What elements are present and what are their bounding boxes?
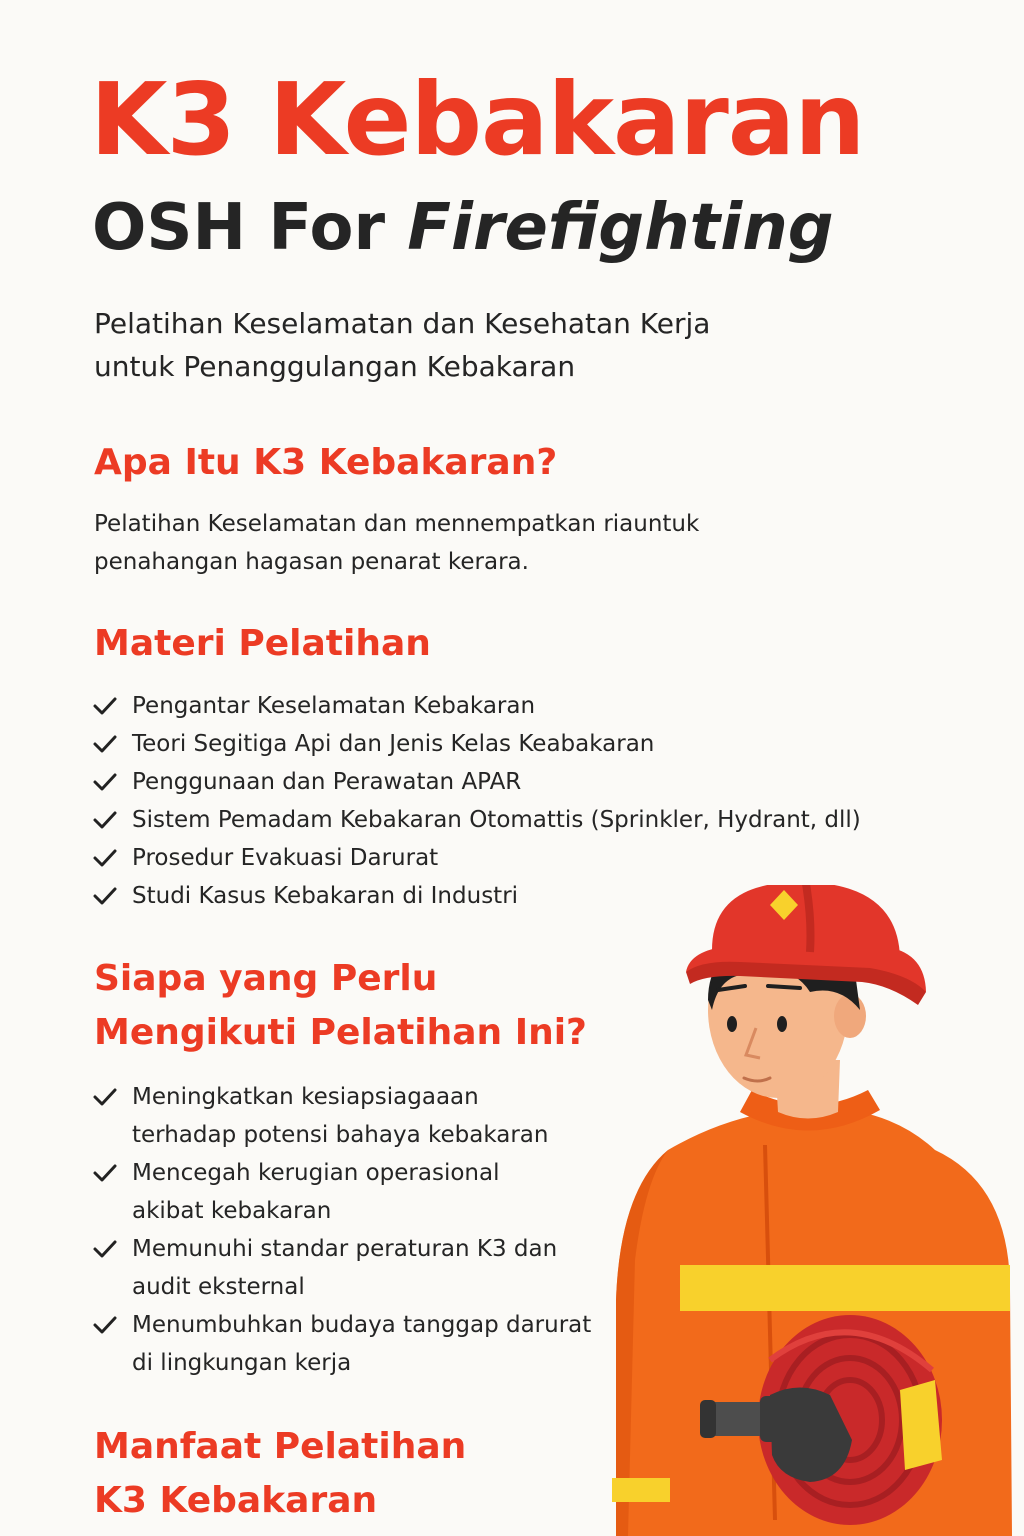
page-subtitle bbox=[92, 188, 834, 268]
list-item-text: terhadap potensi bahaya kebakaran bbox=[132, 1122, 549, 1148]
list-item bbox=[92, 1306, 591, 1382]
firefighter-illustration bbox=[600, 885, 1020, 1536]
heading-line: Mengikuti Pelatihan Ini? bbox=[94, 1012, 587, 1053]
check-icon bbox=[92, 695, 118, 717]
check-icon bbox=[92, 1162, 118, 1184]
list-item-text: akibat kebakaran bbox=[132, 1198, 332, 1224]
check-icon bbox=[92, 771, 118, 793]
list-item-text: Sistem Pemadam Kebakaran Otomattis (Sprinkler, Hydrant, dll) bbox=[132, 807, 861, 833]
reflective-stripe bbox=[680, 1265, 1010, 1311]
list-item bbox=[92, 763, 861, 801]
section-heading-what: Apa Itu K3 Kebakaran? bbox=[94, 442, 558, 483]
list-item bbox=[92, 801, 861, 839]
section-heading-benefit bbox=[94, 1420, 466, 1528]
description-line: Pelatihan Keselamatan dan mennempatkan riauntuk bbox=[94, 511, 700, 537]
check-icon bbox=[92, 1314, 118, 1336]
check-icon bbox=[92, 885, 118, 907]
list-item-text: Prosedur Evakuasi Darurat bbox=[132, 845, 439, 871]
heading-line: Siapa yang Perlu bbox=[94, 958, 438, 999]
list-item-text: Teori Segitiga Api dan Jenis Kelas Keabakaran bbox=[132, 731, 655, 757]
list-item-text: Memunuhi standar peraturan K3 dan bbox=[132, 1236, 558, 1262]
description-line: penahangan hagasan penarat kerara. bbox=[94, 549, 529, 575]
section-heading-materi: Materi Pelatihan bbox=[94, 623, 431, 664]
sleeve-stripe bbox=[612, 1478, 670, 1502]
page-title: K3 Kebakaran bbox=[90, 61, 865, 178]
heading-line: K3 Kebakaran bbox=[94, 1480, 378, 1521]
subtitle-italic: Firefighting bbox=[407, 191, 834, 265]
check-icon bbox=[92, 1086, 118, 1108]
list-item bbox=[92, 839, 861, 877]
list-item-text: Penggunaan dan Perawatan APAR bbox=[132, 769, 522, 795]
section-heading-who bbox=[94, 952, 587, 1060]
list-item-text: Menumbuhkan budaya tanggap darurat bbox=[132, 1312, 592, 1338]
list-item-text: audit eksternal bbox=[132, 1274, 305, 1300]
list-item-text: Studi Kasus Kebakaran di Industri bbox=[132, 883, 519, 909]
check-icon bbox=[92, 847, 118, 869]
check-icon bbox=[92, 809, 118, 831]
list-item-text: Mencegah kerugian operasional bbox=[132, 1160, 500, 1186]
intro-text bbox=[94, 302, 710, 388]
list-item-text: Pengantar Keselamatan Kebakaran bbox=[132, 693, 536, 719]
list-item bbox=[92, 1154, 591, 1230]
subtitle-normal: OSH For bbox=[92, 191, 408, 265]
list-item bbox=[92, 1230, 591, 1306]
intro-line: Pelatihan Keselamatan dan Kesehatan Kerja bbox=[94, 307, 711, 340]
list-item-text: Meningkatkan kesiapsiagaaan bbox=[132, 1084, 479, 1110]
materi-list bbox=[92, 687, 861, 915]
intro-line: untuk Penanggulangan Kebakaran bbox=[94, 350, 576, 383]
who-list bbox=[92, 1078, 591, 1382]
list-item bbox=[92, 687, 861, 725]
check-icon bbox=[92, 1238, 118, 1260]
list-item bbox=[92, 725, 861, 763]
list-item-text: di lingkungan kerja bbox=[132, 1350, 352, 1376]
list-item bbox=[92, 1078, 591, 1154]
heading-line: Manfaat Pelatihan bbox=[94, 1426, 467, 1467]
section-what-description bbox=[94, 505, 699, 581]
check-icon bbox=[92, 733, 118, 755]
